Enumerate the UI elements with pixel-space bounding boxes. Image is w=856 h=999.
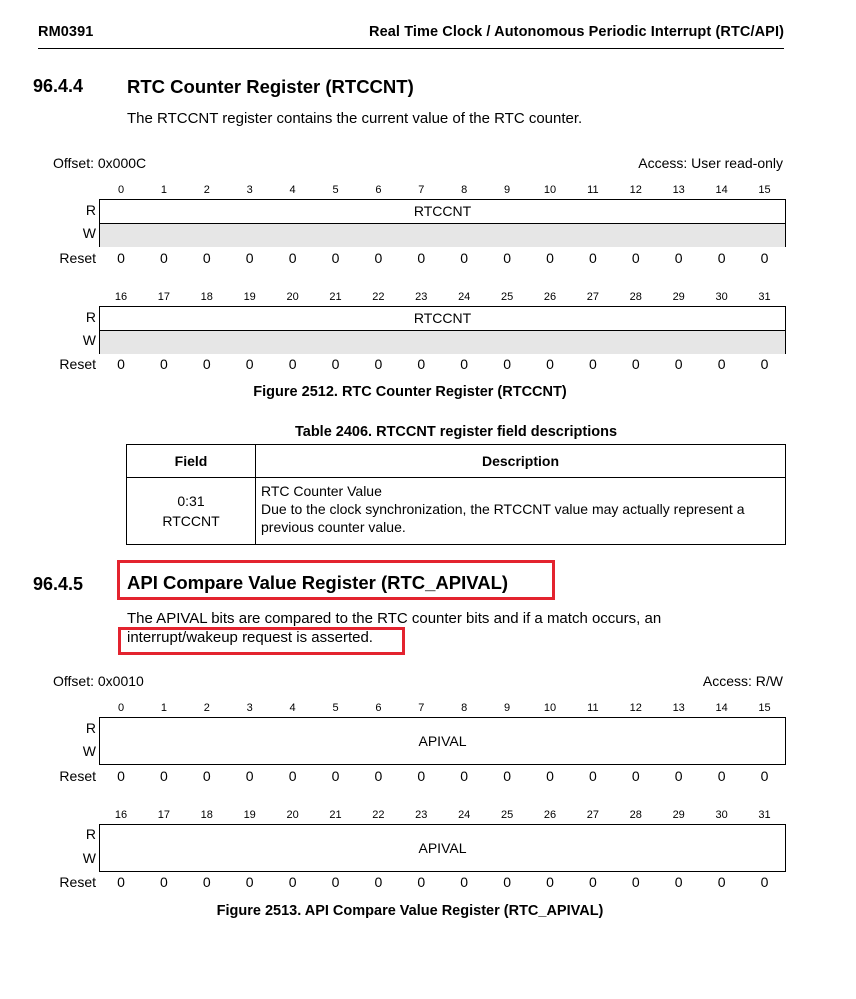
register-offset: Offset: 0x000C (53, 155, 147, 171)
reset-value: 0 (631, 250, 640, 266)
section-description-line1: The APIVAL bits are compared to the RTC counter bits and if a match occurs, an (127, 610, 662, 627)
reset-value: 0 (117, 356, 125, 372)
bit-number: 12 (629, 702, 642, 714)
reset-value: 0 (760, 768, 769, 784)
reset-value: 0 (417, 874, 426, 890)
bit-number: 26 (543, 809, 557, 821)
bit-number: 12 (629, 184, 642, 196)
bit-number: 13 (672, 184, 685, 196)
reset-value: 0 (631, 356, 640, 372)
bit-number: 26 (543, 291, 557, 303)
bit-number: 17 (157, 809, 171, 821)
write-row-unused (100, 330, 785, 354)
bit-number: 20 (286, 809, 299, 821)
reset-value: 0 (760, 356, 769, 372)
reset-value: 0 (374, 250, 383, 266)
reset-value: 0 (245, 874, 254, 890)
bit-number: 31 (758, 809, 771, 821)
reset-value: 0 (631, 874, 640, 890)
bit-number: 24 (458, 809, 471, 821)
reset-value: 0 (288, 768, 297, 784)
write-row-label: W (82, 743, 96, 759)
bit-number: 3 (246, 184, 253, 196)
section-title: API Compare Value Register (RTC_APIVAL) (127, 572, 509, 593)
column-header-description: Description (256, 445, 786, 478)
write-row-label: W (82, 332, 96, 348)
field-bits: 0:31 (177, 493, 205, 509)
reset-value: 0 (546, 250, 554, 266)
reset-value: 0 (546, 874, 554, 890)
bit-number: 5 (332, 184, 339, 196)
bit-number: 20 (286, 291, 299, 303)
bit-number: 19 (243, 809, 256, 821)
reset-value: 0 (503, 250, 511, 266)
bit-number: 23 (415, 291, 428, 303)
bit-number: 0 (117, 184, 125, 196)
doc-id: RM0391 (38, 24, 94, 40)
reset-value: 0 (460, 768, 469, 784)
reset-value: 0 (417, 768, 426, 784)
reset-value: 0 (245, 768, 254, 784)
bit-number: 30 (715, 809, 728, 821)
bit-number: 27 (586, 809, 600, 821)
reset-value: 0 (588, 356, 597, 372)
reset-value: 0 (546, 768, 554, 784)
bit-number: 13 (672, 702, 685, 714)
reset-value: 0 (202, 768, 211, 784)
section-description-line2: interrupt/wakeup request is asserted. (127, 629, 373, 646)
bit-number-row (0, 291, 856, 305)
reset-value: 0 (159, 768, 168, 784)
bit-number: 19 (243, 291, 256, 303)
reset-value: 0 (331, 356, 340, 372)
bit-number: 4 (289, 702, 296, 714)
bit-number: 11 (587, 702, 599, 714)
reset-value: 0 (460, 356, 469, 372)
reset-value: 0 (760, 250, 769, 266)
bit-number: 25 (500, 809, 514, 821)
bit-number: 9 (504, 702, 511, 714)
section-number: 96.4.4 (33, 76, 84, 96)
reset-value: 0 (674, 356, 683, 372)
bit-number: 14 (715, 184, 728, 196)
reset-value: 0 (374, 356, 383, 372)
reset-value: 0 (245, 250, 254, 266)
field-name: APIVAL (418, 733, 467, 749)
reset-value-row (0, 768, 856, 786)
reset-value: 0 (674, 874, 683, 890)
bit-number: 29 (672, 291, 685, 303)
description-body: Due to the clock synchronization, the RTCCNT value may actually represent a previous counter value. (261, 501, 745, 535)
bit-number: 31 (758, 291, 771, 303)
bit-number: 21 (329, 809, 342, 821)
reset-value: 0 (117, 874, 125, 890)
bit-number: 23 (415, 809, 428, 821)
reset-value: 0 (159, 356, 168, 372)
reset-value: 0 (159, 250, 168, 266)
reset-value-row (0, 874, 856, 892)
bit-number: 6 (375, 184, 382, 196)
register-field-box (99, 717, 786, 765)
write-row-label: W (82, 850, 96, 866)
reset-value: 0 (503, 356, 511, 372)
bit-number: 14 (715, 702, 728, 714)
reset-row-label: Reset (59, 250, 96, 266)
reset-value: 0 (717, 250, 726, 266)
bit-number: 18 (200, 809, 213, 821)
description-title: RTC Counter Value (261, 483, 382, 499)
bit-number: 28 (629, 291, 642, 303)
reset-value: 0 (202, 250, 211, 266)
bit-number-row (0, 702, 856, 716)
reset-value-row (0, 356, 856, 374)
reset-row-label: Reset (59, 768, 96, 784)
read-row-label: R (85, 309, 96, 325)
section-title: RTC Counter Register (RTCCNT) (127, 76, 414, 97)
chapter-title: Real Time Clock / Autonomous Periodic Interrupt (RTC/API) (369, 24, 784, 40)
field-cell (127, 478, 256, 545)
reset-value: 0 (503, 768, 511, 784)
bit-number: 22 (372, 291, 385, 303)
bit-number: 24 (458, 291, 471, 303)
reset-value: 0 (417, 250, 426, 266)
write-row-label: W (82, 225, 96, 241)
bit-number: 9 (504, 184, 511, 196)
bit-number: 25 (500, 291, 514, 303)
bit-number: 3 (246, 702, 253, 714)
bit-number: 2 (203, 184, 210, 196)
read-row-label: R (85, 202, 96, 218)
reset-value: 0 (117, 250, 125, 266)
bit-number: 8 (461, 184, 468, 196)
reset-value: 0 (331, 768, 340, 784)
bit-number: 8 (461, 702, 468, 714)
reset-value: 0 (202, 874, 211, 890)
reset-value: 0 (288, 250, 297, 266)
table-row (127, 478, 786, 545)
reset-value: 0 (631, 768, 640, 784)
bit-number: 10 (543, 702, 557, 714)
bit-number: 17 (157, 291, 171, 303)
bit-number: 0 (117, 702, 125, 714)
bit-number: 16 (114, 291, 128, 303)
reset-value: 0 (417, 356, 426, 372)
register-field-box (99, 306, 786, 354)
description-cell (256, 478, 786, 545)
register-offset: Offset: 0x0010 (53, 673, 144, 689)
bit-number: 7 (418, 184, 425, 196)
figure-caption: Figure 2512. RTC Counter Register (RTCCNT) (253, 384, 567, 400)
reset-value: 0 (331, 874, 340, 890)
reset-value: 0 (588, 874, 597, 890)
figure-caption: Figure 2513. API Compare Value Register (RTC_APIVAL) (216, 903, 604, 919)
reset-value: 0 (460, 874, 469, 890)
field-description-table (126, 444, 786, 545)
reset-value: 0 (503, 874, 511, 890)
reset-value-row (0, 250, 856, 268)
reset-value: 0 (674, 768, 683, 784)
register-field-box (99, 824, 786, 872)
field-name: APIVAL (418, 840, 467, 856)
bit-number: 1 (160, 184, 167, 196)
bit-number-row (0, 184, 856, 198)
reset-value: 0 (717, 356, 726, 372)
reset-value: 0 (717, 874, 726, 890)
reset-value: 0 (245, 356, 254, 372)
reset-value: 0 (288, 356, 297, 372)
bit-number: 5 (332, 702, 339, 714)
reset-row-label: Reset (59, 356, 96, 372)
reset-value: 0 (588, 250, 597, 266)
reset-value: 0 (674, 250, 683, 266)
reset-row-label: Reset (59, 874, 96, 890)
reset-value: 0 (374, 768, 383, 784)
bit-number: 6 (375, 702, 382, 714)
bit-number: 1 (160, 702, 167, 714)
section-description: The RTCCNT register contains the current value of the RTC counter. (127, 110, 583, 127)
reset-value: 0 (331, 250, 340, 266)
field-name: RTCCNT (162, 513, 220, 529)
reset-value: 0 (159, 874, 168, 890)
header-rule (38, 48, 784, 49)
field-name: RTCCNT (413, 203, 472, 219)
reset-value: 0 (288, 874, 297, 890)
bit-number: 18 (200, 291, 213, 303)
read-row-label: R (85, 720, 96, 736)
bit-number: 27 (586, 291, 600, 303)
bit-number: 29 (672, 809, 685, 821)
register-access: Access: User read-only (638, 155, 783, 171)
reset-value: 0 (374, 874, 383, 890)
bit-number: 30 (715, 291, 728, 303)
bit-number: 21 (329, 291, 342, 303)
bit-number: 7 (418, 702, 425, 714)
reset-value: 0 (202, 356, 211, 372)
field-name: RTCCNT (413, 310, 472, 326)
bit-number: 2 (203, 702, 210, 714)
bit-number: 15 (758, 184, 771, 196)
section-number: 96.4.5 (33, 574, 84, 594)
reset-value: 0 (717, 768, 726, 784)
write-row-unused (100, 223, 785, 247)
bit-number: 15 (758, 702, 771, 714)
read-row-label: R (85, 826, 96, 842)
reset-value: 0 (760, 874, 769, 890)
bit-number: 22 (372, 809, 385, 821)
bit-number: 10 (543, 184, 557, 196)
bit-number: 11 (587, 184, 599, 196)
register-access: Access: R/W (702, 673, 783, 689)
reset-value: 0 (117, 768, 125, 784)
reset-value: 0 (460, 250, 469, 266)
table-caption: Table 2406. RTCCNT register field descriptions (294, 424, 618, 440)
reset-value: 0 (588, 768, 597, 784)
bit-number: 28 (629, 809, 642, 821)
bit-number-row (0, 809, 856, 823)
register-field-box (99, 199, 786, 247)
column-header-field: Field (127, 445, 256, 478)
bit-number: 4 (289, 184, 296, 196)
reset-value: 0 (546, 356, 554, 372)
bit-number: 16 (114, 809, 128, 821)
